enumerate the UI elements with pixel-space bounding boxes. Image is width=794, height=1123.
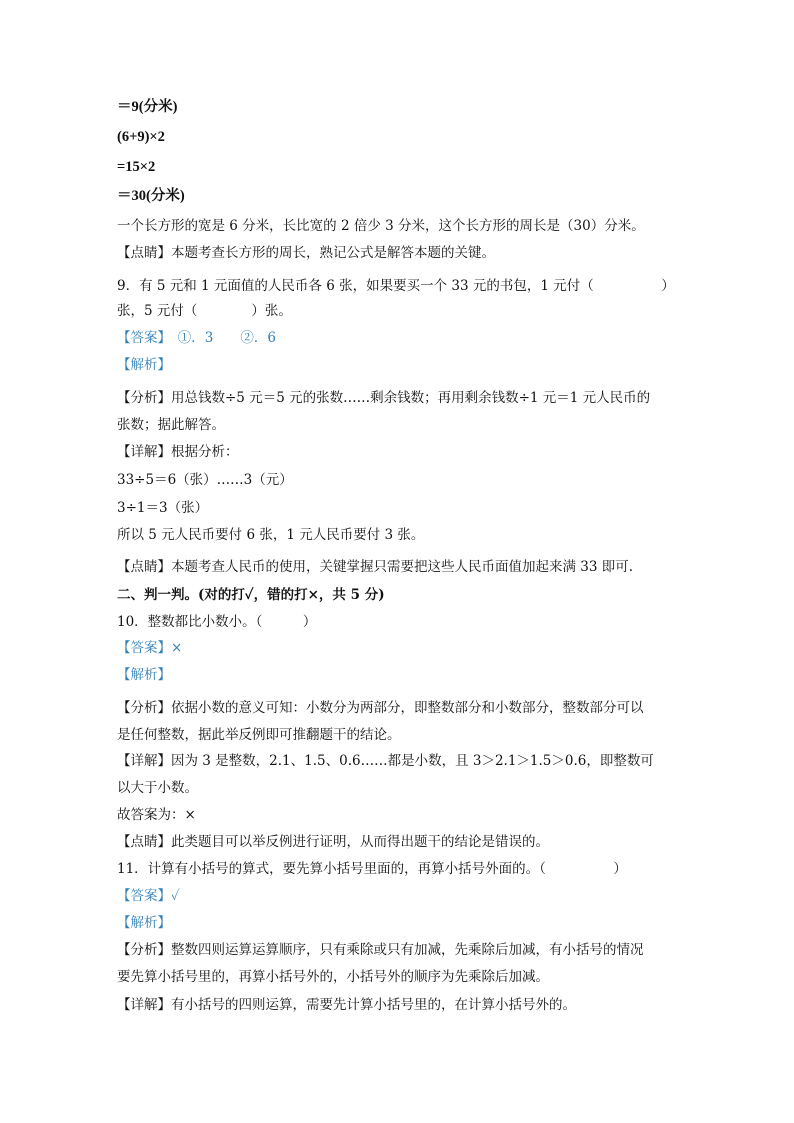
detail-line: 【详解】根据分析：: [117, 444, 239, 460]
detail-line: 所以 5 元人民币要付 6 张，1 元人民币要付 3 张。: [117, 527, 425, 543]
question-9-cont: 张，5 元付（ ）张。: [117, 303, 292, 319]
analysis-label: 【解析】: [117, 357, 171, 373]
calc-line: ＝9(分米): [117, 99, 178, 115]
detail-line: 故答案为：×: [117, 807, 196, 823]
detail-line: 【详解】有小括号的四则运算，需要先计算小括号里的，在计算小括号外的。: [117, 997, 576, 1013]
analysis-line: 要先算小括号里的，再算小括号外的，小括号外的顺序为先乘除后加减。: [117, 969, 549, 985]
detail-line: 以大于小数。: [117, 780, 198, 796]
detail-line: 3÷1＝3（张）: [117, 500, 209, 516]
tip-line: 【点睛】本题考查人民币的使用，关键掌握只需要把这些人民币面值加起来满 33 即可.: [117, 559, 634, 575]
answer-label: 【答案】✓: [117, 888, 180, 904]
analysis-line: 【分析】用总钱数÷5 元＝5 元的张数……剩余钱数；再用剩余钱数÷1 元＝1 元人民币的: [117, 390, 651, 406]
tip-line: 【点睛】此类题目可以举反例进行证明，从而得出题干的结论是错误的。: [117, 834, 549, 850]
question-11: 11．计算有小括号的算式，要先算小括号里面的，再算小括号外面的。（ ）: [117, 861, 627, 877]
detail-line: 【详解】因为 3 是整数，2.1、1.5、0.6……都是小数，且 3＞2.1＞1.5＞0.6，即整数可: [117, 753, 654, 769]
conclusion-line: 一个长方形的宽是 6 分米，长比宽的 2 倍少 3 分米，这个长方形的周长是（30）分米。: [117, 218, 645, 234]
analysis-line: 【分析】依据小数的意义可知：小数分为两部分，即整数部分和小数部分，整数部分可以: [117, 700, 644, 716]
tip-line: 【点睛】本题考查长方形的周长，熟记公式是解答本题的关键。: [117, 245, 495, 261]
section-heading: 二、判一判。(对的打✓，错的打×，共 5 分): [117, 587, 385, 603]
analysis-line: 【分析】整数四则运算运算顺序，只有乘除或只有加减，先乘除后加减，有小括号的情况: [117, 942, 644, 958]
analysis-label: 【解析】: [117, 915, 171, 931]
analysis-line: 张数；据此解答。: [117, 417, 225, 433]
analysis-label: 【解析】: [117, 667, 171, 683]
calc-line: ＝30(分米): [117, 188, 185, 204]
answer-label: 【答案】×: [117, 640, 183, 656]
question-9: 9．有 5 元和 1 元面值的人民币各 6 张，如果要买一个 33 元的书包，1 元付（ ）: [117, 278, 675, 294]
question-10: 10．整数都比小数小。（ ）: [117, 614, 317, 630]
detail-line: 33÷5＝6（张）……3（元）: [117, 472, 293, 488]
calc-line: =15×2: [117, 159, 156, 175]
calc-line: (6+9)×2: [117, 129, 165, 145]
answer-label: 【答案】 ①．3 ②．6: [117, 330, 276, 346]
analysis-line: 是任何整数，据此举反例即可推翻题干的结论。: [117, 727, 401, 743]
